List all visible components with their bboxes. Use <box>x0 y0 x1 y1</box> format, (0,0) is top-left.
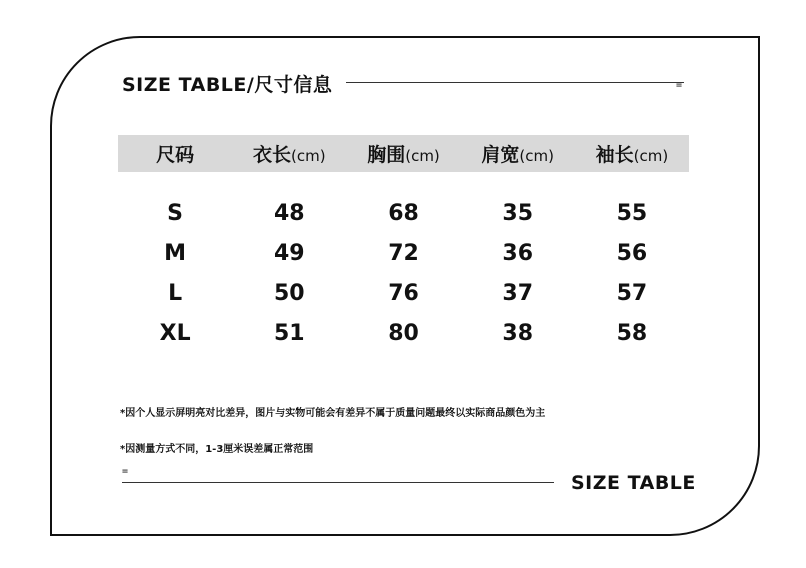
table-cell: 56 <box>616 240 648 266</box>
column-header-unit: (cm) <box>519 147 554 165</box>
measurement-tolerance-note: *因测量方式不同，1-3厘米误差属正常范围 <box>120 444 314 455</box>
column-header-label: 衣长 <box>253 144 292 166</box>
table-cell: 80 <box>388 320 419 346</box>
table-header <box>118 135 689 172</box>
page-title: SIZE TABLE/尺寸信息 <box>122 74 333 96</box>
column-header-length <box>232 140 346 167</box>
table-row <box>118 233 689 273</box>
table-cell: 50 <box>273 280 305 306</box>
table-cell: 68 <box>388 200 419 226</box>
column-header-size <box>118 140 232 167</box>
table-cell: 37 <box>502 280 534 306</box>
table-cell: 38 <box>502 320 534 346</box>
table-cell: 51 <box>273 320 305 346</box>
table-cell: 49 <box>273 240 305 266</box>
table-cell: 72 <box>388 240 419 266</box>
column-header-unit: (cm) <box>291 147 326 165</box>
column-header-sleeve <box>575 140 689 167</box>
table-body <box>118 193 689 353</box>
table-cell: L <box>168 280 183 306</box>
column-header-label: 尺码 <box>156 144 195 166</box>
column-header-shoulder <box>461 140 575 167</box>
table-cell: 57 <box>616 280 648 306</box>
table-cell: M <box>164 240 187 266</box>
table-cell: 48 <box>273 200 305 226</box>
table-row <box>118 193 689 233</box>
display-difference-note: *因个人显示屏明亮对比差异，图片与实物可能会有差异不属于质量问题最终以实际商品颜色为主 <box>120 408 546 419</box>
footer-line-mark: = <box>122 466 129 477</box>
title-divider <box>346 82 684 83</box>
table-cell: 36 <box>502 240 534 266</box>
footer-title: SIZE TABLE <box>571 472 696 494</box>
table-cell: 58 <box>616 320 648 346</box>
title-line-mark: = <box>676 80 683 91</box>
table-row <box>118 273 689 313</box>
table-cell: S <box>167 200 184 226</box>
table-cell: XL <box>159 320 191 346</box>
table-row <box>118 313 689 353</box>
column-header-unit: (cm) <box>405 147 440 165</box>
column-header-chest <box>346 140 460 167</box>
table-cell: 55 <box>616 200 648 226</box>
column-header-label: 袖长 <box>595 144 634 166</box>
column-header-unit: (cm) <box>633 147 669 165</box>
table-cell: 76 <box>388 280 419 306</box>
table-cell: 35 <box>502 200 534 226</box>
footer-divider <box>122 482 554 483</box>
column-header-label: 肩宽 <box>481 144 520 166</box>
column-header-label: 胸围 <box>367 144 406 166</box>
